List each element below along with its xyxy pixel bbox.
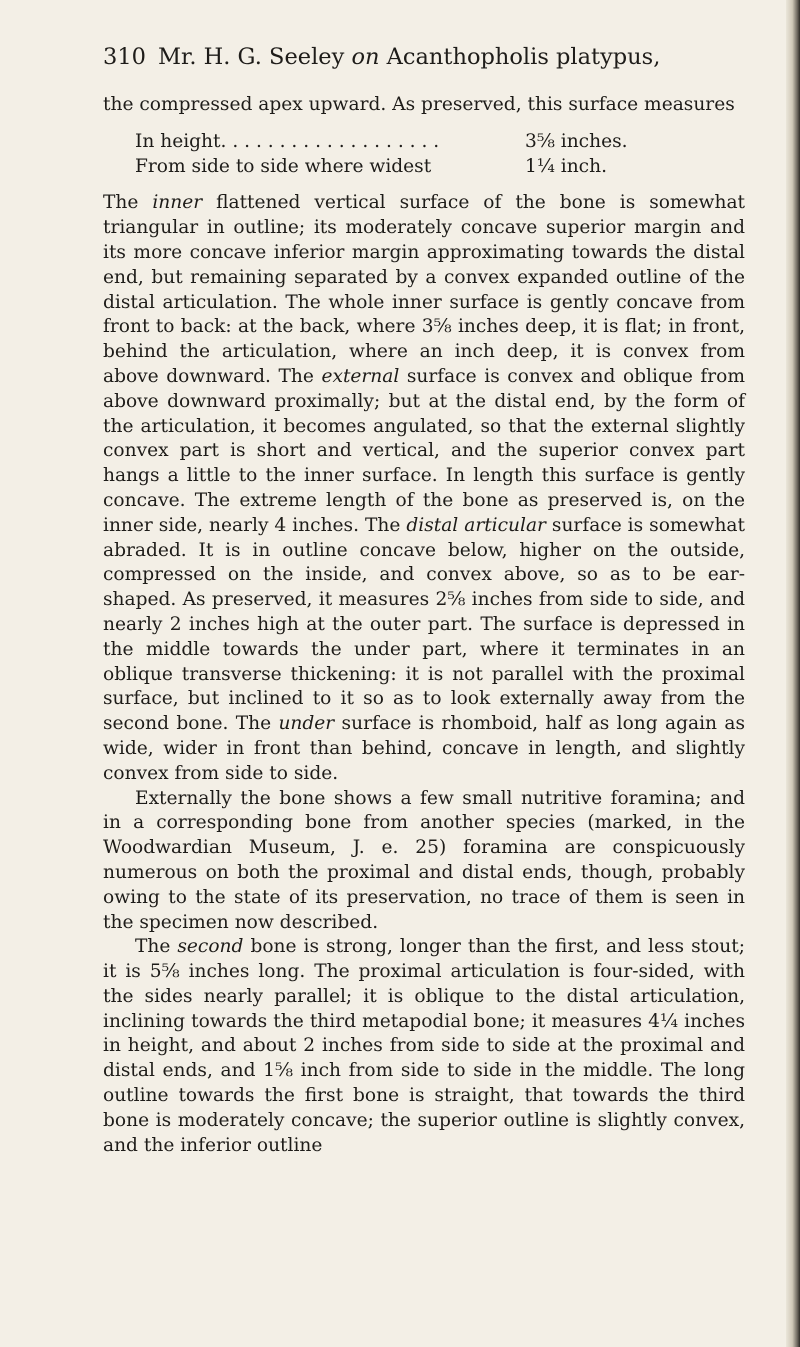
term-inner: inner: [152, 192, 203, 214]
text-run: The: [135, 936, 178, 958]
measurement-label: In height. . . . . . . . . . . . . . . . . . .: [135, 130, 440, 152]
paragraph-second-bone: [103, 935, 745, 1158]
page-number: 310: [103, 44, 146, 70]
measurement-value: 1¼ inch.: [525, 155, 607, 177]
page-edge-shadow: [786, 0, 800, 1347]
body-text: [103, 93, 745, 1158]
term-under: under: [278, 713, 335, 735]
measurement-row: [135, 130, 745, 155]
term-external: external: [321, 365, 400, 387]
running-title-pre: Mr. H. G. Seeley: [158, 44, 352, 70]
text-run: surface is rhomboid, half as long again as wide, wider in front than behind, concave in length, and slightly convex from side to side.: [103, 713, 745, 784]
term-second: second: [177, 936, 244, 958]
text-run: bone is strong, longer than the first, and less stout; it is 5⅝ inches long. The proximal articulation is four-sided, with the sides nearly parallel; it is oblique to the distal articulation, inclining towards the third metapodial bone; it measures 4¼ inches in height, and about 2 inches from side to side at the proximal and distal ends, and 1⅝ inch from side to side in the middle. The long outline towards the first bone is straight, that towards the third bone is moderately concave; the superior outline is slightly convex, and the inferior outline: [103, 936, 745, 1156]
measurements-table: [135, 130, 745, 180]
term-distal-articular: distal articular: [406, 514, 546, 536]
measurement-row: [135, 155, 745, 180]
paragraph-inner-surface: [103, 191, 745, 786]
paragraph-foramina: Externally the bone shows a few small nutritive foramina; and in a corresponding bone from another species (marked, in the Woodwardian Museum, J. e. 25) foramina are conspicuously numerous on both the proximal and distal ends, though, probably owing to the state of its preservation, no trace of them is seen in the specimen now described.: [103, 787, 745, 933]
text-run: surface is convex and oblique from above downward proximally; but at the distal end, by the form of the articulation, it becomes angulated, so that the external slightly convex part is short and vertical, and the superior convex part hangs a little to the inner surface. In length this surface is gently concave. The extreme length of the bone as preserved is, on the inner side, nearly 4 inches. The: [103, 365, 745, 536]
text-run: The: [103, 192, 153, 214]
measurement-label: From side to side where widest: [135, 155, 432, 177]
text-run: flattened vertical surface of the bone is somewhat triangular in outline; its moderately concave superior margin and its more concave inferior margin approximating towards the distal end, but remaining separated by a convex expanded outline of the distal articulation. The whole inner surface is gently concave from front to back: at the back, where 3⅝ inches deep, it is flat; in front, behind the articulation, where an inch deep, it is convex from above downward. The: [103, 192, 746, 387]
text-run: surface is somewhat abraded. It is in outline concave below, higher on the outside, compressed on the inside, and convex above, so as to be ear-shaped. As preserved, it measures 2⅝ inches from side to side, and nearly 2 inches high at the outer part. The surface is depressed in the middle towards the under part, where it terminates in an oblique transverse thickening: it is not parallel with the proximal surface, but inclined to it so as to look externally away from the second bone. The: [103, 514, 745, 735]
measurement-value: 3⅝ inches.: [525, 130, 628, 152]
running-header: [103, 44, 743, 70]
intro-paragraph: the compressed apex upward. As preserved, this surface measures: [103, 94, 735, 115]
running-title-post: Acanthopholis platypus,: [379, 44, 661, 70]
running-title-on: on: [351, 44, 380, 70]
